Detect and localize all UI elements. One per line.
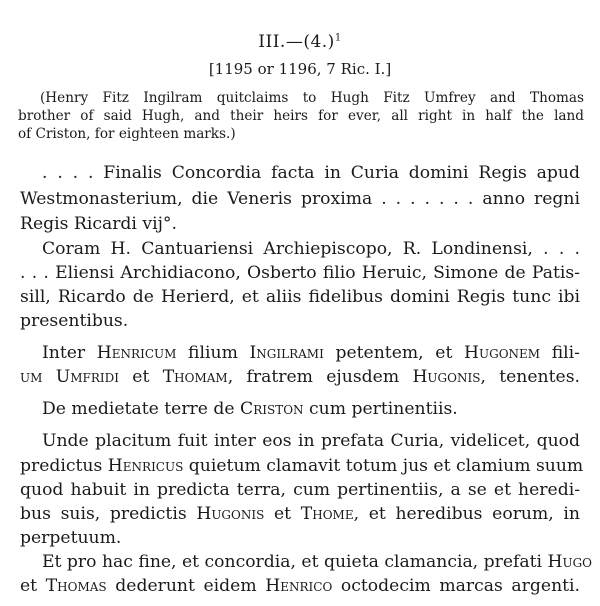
text-line: quod habuit in predicta terra, cum pertinentiis, a se et heredi-	[20, 480, 580, 500]
charter-number	[0, 32, 600, 52]
name-thome: Thome	[300, 504, 354, 524]
text-line	[42, 342, 580, 364]
name-hugo: Hugo	[547, 552, 593, 572]
text-line: Unde placitum fuit inter eos in prefata Curia, videlicet, quod	[42, 431, 580, 451]
charter-date: [1195 or 1196, 7 Ric. I.]	[208, 60, 392, 78]
text-line: Westmonasterium, die Veneris proxima . . . . . . . anno regni	[20, 189, 580, 209]
text-run: et	[118, 367, 163, 387]
text-line: . . . Eliensi Archidiacono, Osberto filio Heruic, Simone de Patis-	[20, 263, 580, 283]
text-line: presentibus.	[20, 311, 129, 331]
name-thomas: Thomas	[45, 576, 107, 596]
name-henricus: Henricus	[107, 456, 184, 476]
summary-line: of Criston, for eighteen marks.)	[18, 126, 236, 142]
text-run: fili-	[540, 343, 580, 363]
text-run: octodecim marcas argenti.	[332, 576, 581, 596]
place-criston: Criston	[240, 399, 304, 419]
text-run: Inter	[42, 343, 97, 363]
charter-summary	[18, 89, 584, 143]
text-run: petentem, et	[323, 343, 464, 363]
text-line: Coram H. Cantuariensi Archiepiscopo, R. Londinensi, . . .	[42, 239, 580, 259]
text-run: cum pertinentiis.	[303, 399, 458, 419]
text-line: Regis Ricardi vij°.	[20, 214, 177, 234]
text-run: dederunt eidem	[106, 576, 266, 596]
text-line	[42, 551, 593, 573]
text-run: , tenentes.	[480, 367, 580, 387]
summary-line: (Henry Fitz Ingilram quitclaims to Hugh Fitz Umfrey and Thomas	[40, 90, 584, 106]
text-line	[20, 575, 580, 597]
text-line	[20, 455, 584, 477]
summary-line: brother of said Hugh, and their heirs for ever, all right in half the land	[18, 108, 584, 124]
name-henrico: Henrico	[265, 576, 333, 596]
text-run: , et heredibus eorum, in	[353, 504, 580, 524]
name-hugonem: Hugonem	[464, 343, 541, 363]
text-run: Et pro hac fine, et concordia, et quieta clamancia, prefati	[42, 552, 548, 572]
text-run: filium	[176, 343, 250, 363]
text-run: predictus	[20, 456, 108, 476]
name-ingilrami: Ingilrami	[249, 343, 324, 363]
text-line	[20, 503, 580, 525]
name-hugonis: Hugonis	[196, 504, 265, 524]
text-line: perpetuum.	[20, 528, 122, 548]
footnote-marker: 1	[334, 32, 342, 44]
text-line: . . . . Finalis Concordia facta in Curia domini Regis apud	[42, 163, 580, 183]
charter-number-text: III.—(4.)	[258, 32, 335, 52]
name-thomam: Thomam	[162, 367, 228, 387]
text-run: et	[264, 504, 301, 524]
text-line: sill, Ricardo de Herierd, et aliis fidelibus domini Regis tunc ibi	[20, 287, 580, 307]
text-line	[42, 398, 580, 420]
name-hugonis: Hugonis	[412, 367, 481, 387]
name-henricum: Henricum	[96, 343, 177, 363]
text-run: , fratrem ejusdem	[227, 367, 413, 387]
text-run: bus suis, predictis	[20, 504, 197, 524]
text-run: et	[20, 576, 46, 596]
text-run: quietum clamavit totum jus et clamium suum	[183, 456, 584, 476]
name-umfridi: um Umfridi	[20, 367, 119, 387]
text-line	[20, 366, 580, 388]
text-run: De medietate terre de	[42, 399, 241, 419]
